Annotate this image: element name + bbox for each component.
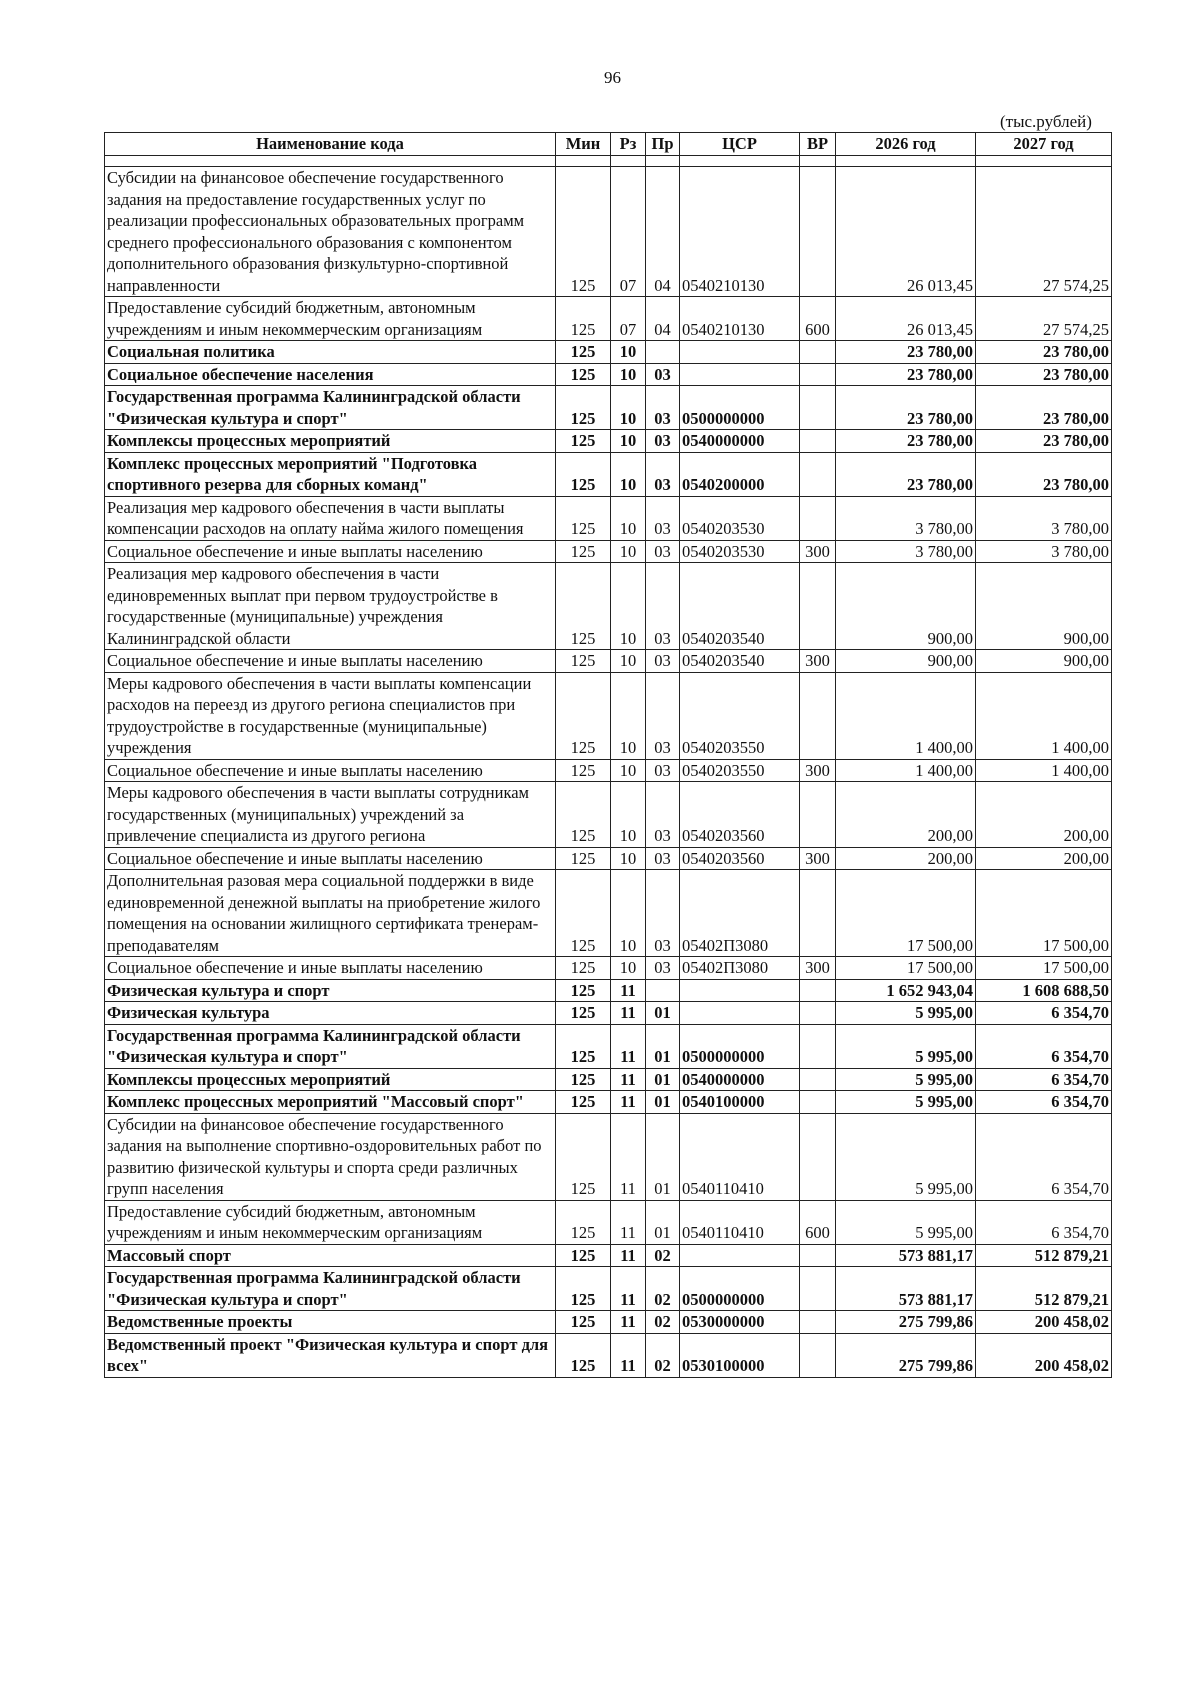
table-header-row — [105, 133, 1112, 156]
cell-y2026: 23 780,00 — [836, 386, 976, 430]
cell-y2027: 900,00 — [976, 563, 1112, 650]
cell-y2026: 3 780,00 — [836, 540, 976, 563]
cell-name: Социальное обеспечение населения — [105, 363, 556, 386]
cell-csr: 0540203560 — [680, 847, 800, 870]
cell-y2026: 23 780,00 — [836, 341, 976, 364]
cell-csr — [680, 1244, 800, 1267]
cell-y2027: 6 354,70 — [976, 1113, 1112, 1200]
cell-rz: 11 — [611, 1068, 646, 1091]
cell-csr — [680, 363, 800, 386]
cell-y2026: 26 013,45 — [836, 167, 976, 297]
cell-y2027: 27 574,25 — [976, 297, 1112, 341]
cell-min: 125 — [556, 452, 611, 496]
cell-min: 125 — [556, 363, 611, 386]
table-row — [105, 297, 1112, 341]
cell-csr: 05402П3080 — [680, 870, 800, 957]
header-min: Мин — [556, 133, 611, 156]
cell-min: 125 — [556, 540, 611, 563]
cell-vr — [800, 1267, 836, 1311]
cell-y2026: 1 400,00 — [836, 672, 976, 759]
cell-y2026: 275 799,86 — [836, 1311, 976, 1334]
cell-csr: 0530000000 — [680, 1311, 800, 1334]
cell-y2027: 200,00 — [976, 847, 1112, 870]
cell-min: 125 — [556, 1091, 611, 1114]
cell-rz: 10 — [611, 563, 646, 650]
cell-y2026: 1 652 943,04 — [836, 979, 976, 1002]
cell-name: Физическая культура — [105, 1002, 556, 1025]
cell-pr: 02 — [646, 1333, 680, 1377]
cell-y2027: 17 500,00 — [976, 957, 1112, 980]
cell-vr — [800, 782, 836, 848]
cell-y2027: 1 400,00 — [976, 672, 1112, 759]
cell-y2027: 6 354,70 — [976, 1091, 1112, 1114]
cell-name: Меры кадрового обеспечения в части выплаты сотрудникам государственных (муниципальных) учреждений за привлечение специалиста из другого региона — [105, 782, 556, 848]
cell-name: Комплекс процессных мероприятий "Подготовка спортивного резерва для сборных команд" — [105, 452, 556, 496]
page-number: 96 — [604, 68, 621, 87]
cell-pr: 01 — [646, 1002, 680, 1025]
cell-pr: 01 — [646, 1200, 680, 1244]
cell-pr: 03 — [646, 957, 680, 980]
cell-pr: 02 — [646, 1244, 680, 1267]
cell-vr — [800, 1333, 836, 1377]
cell-pr: 01 — [646, 1113, 680, 1200]
table-row — [105, 759, 1112, 782]
table-row — [105, 1311, 1112, 1334]
cell-min: 125 — [556, 782, 611, 848]
cell-min: 125 — [556, 870, 611, 957]
cell-y2027: 27 574,25 — [976, 167, 1112, 297]
cell-vr — [800, 341, 836, 364]
cell-name: Реализация мер кадрового обеспечения в части выплаты компенсации расходов на оплату найма жилого помещения — [105, 496, 556, 540]
cell-name: Государственная программа Калининградской области "Физическая культура и спорт" — [105, 1024, 556, 1068]
cell-rz: 10 — [611, 496, 646, 540]
header-name: Наименование кода — [105, 133, 556, 156]
cell-csr — [680, 979, 800, 1002]
cell-csr — [680, 1002, 800, 1025]
table-row — [105, 847, 1112, 870]
cell-y2026: 5 995,00 — [836, 1091, 976, 1114]
cell-name: Государственная программа Калининградской области "Физическая культура и спорт" — [105, 386, 556, 430]
cell-rz: 10 — [611, 386, 646, 430]
cell-min: 125 — [556, 167, 611, 297]
table-row — [105, 1002, 1112, 1025]
cell-name: Субсидии на финансовое обеспечение государственного задания на предоставление государственных услуг по реализации профессиональных образовательных программ среднего профессионального образования с компонентом дополнительного образования физкультурно-спортивной направленности — [105, 167, 556, 297]
cell-y2026: 573 881,17 — [836, 1244, 976, 1267]
cell-rz: 10 — [611, 341, 646, 364]
cell-min: 125 — [556, 979, 611, 1002]
cell-min: 125 — [556, 496, 611, 540]
cell-name: Дополнительная разовая мера социальной поддержки в виде единовременной денежной выплаты на приобретение жилого помещения на основании жилищного сертификата тренерам-преподавателям — [105, 870, 556, 957]
cell-csr: 0540000000 — [680, 430, 800, 453]
cell-y2027: 512 879,21 — [976, 1244, 1112, 1267]
table-row — [105, 1200, 1112, 1244]
cell-name: Массовый спорт — [105, 1244, 556, 1267]
cell-y2027: 23 780,00 — [976, 452, 1112, 496]
cell-pr: 02 — [646, 1311, 680, 1334]
cell-csr: 0540203540 — [680, 563, 800, 650]
cell-rz: 10 — [611, 782, 646, 848]
cell-rz: 10 — [611, 430, 646, 453]
cell-rz: 10 — [611, 957, 646, 980]
cell-y2027: 6 354,70 — [976, 1200, 1112, 1244]
cell-y2027: 6 354,70 — [976, 1024, 1112, 1068]
cell-name: Меры кадрового обеспечения в части выплаты компенсации расходов на переезд из другого региона специалистов при трудоустройстве в государственные (муниципальные) учреждения — [105, 672, 556, 759]
table-row — [105, 979, 1112, 1002]
cell-rz: 07 — [611, 167, 646, 297]
cell-vr — [800, 452, 836, 496]
cell-vr — [800, 1311, 836, 1334]
cell-min: 125 — [556, 1024, 611, 1068]
unit-note: (тыс.рублей) — [1000, 112, 1092, 131]
cell-min: 125 — [556, 957, 611, 980]
cell-y2027: 512 879,21 — [976, 1267, 1112, 1311]
cell-pr: 04 — [646, 167, 680, 297]
cell-y2027: 17 500,00 — [976, 870, 1112, 957]
cell-pr: 03 — [646, 672, 680, 759]
cell-y2026: 900,00 — [836, 563, 976, 650]
cell-rz: 11 — [611, 1002, 646, 1025]
cell-y2027: 3 780,00 — [976, 540, 1112, 563]
cell-y2026: 5 995,00 — [836, 1113, 976, 1200]
cell-min: 125 — [556, 1311, 611, 1334]
cell-rz: 11 — [611, 1267, 646, 1311]
cell-y2027: 23 780,00 — [976, 430, 1112, 453]
cell-min: 125 — [556, 1267, 611, 1311]
cell-rz: 10 — [611, 650, 646, 673]
table-body — [105, 156, 1112, 1378]
cell-min: 125 — [556, 1002, 611, 1025]
cell-y2026: 5 995,00 — [836, 1200, 976, 1244]
cell-vr: 300 — [800, 540, 836, 563]
cell-vr — [800, 672, 836, 759]
cell-vr — [800, 386, 836, 430]
cell-rz: 11 — [611, 1200, 646, 1244]
cell-pr: 03 — [646, 870, 680, 957]
header-2027: 2027 год — [976, 133, 1112, 156]
table-row — [105, 386, 1112, 430]
cell-name: Физическая культура и спорт — [105, 979, 556, 1002]
cell-csr: 05402П3080 — [680, 957, 800, 980]
cell-vr — [800, 1024, 836, 1068]
cell-csr: 0540000000 — [680, 1068, 800, 1091]
table-row — [105, 452, 1112, 496]
table-row — [105, 1091, 1112, 1114]
cell-pr: 03 — [646, 452, 680, 496]
cell-y2027: 200 458,02 — [976, 1333, 1112, 1377]
cell-y2027: 1 400,00 — [976, 759, 1112, 782]
cell-pr: 03 — [646, 363, 680, 386]
cell-name: Социальное обеспечение и иные выплаты населению — [105, 650, 556, 673]
cell-vr — [800, 1244, 836, 1267]
cell-min: 125 — [556, 1244, 611, 1267]
cell-min: 125 — [556, 847, 611, 870]
cell-rz: 11 — [611, 1091, 646, 1114]
cell-min: 125 — [556, 1333, 611, 1377]
cell-name: Ведомственный проект "Физическая культура и спорт для всех" — [105, 1333, 556, 1377]
cell-y2027: 900,00 — [976, 650, 1112, 673]
cell-min: 125 — [556, 430, 611, 453]
header-pr: Пр — [646, 133, 680, 156]
cell-name: Комплексы процессных мероприятий — [105, 430, 556, 453]
cell-rz: 11 — [611, 1333, 646, 1377]
cell-vr: 300 — [800, 650, 836, 673]
cell-y2026: 1 400,00 — [836, 759, 976, 782]
cell-vr — [800, 363, 836, 386]
table-row — [105, 672, 1112, 759]
budget-table — [104, 132, 1112, 1378]
cell-min: 125 — [556, 1068, 611, 1091]
cell-vr — [800, 1002, 836, 1025]
cell-csr: 0540203530 — [680, 540, 800, 563]
cell-y2027: 23 780,00 — [976, 363, 1112, 386]
cell-rz: 11 — [611, 1024, 646, 1068]
cell-min: 125 — [556, 672, 611, 759]
cell-pr: 03 — [646, 782, 680, 848]
cell-pr: 04 — [646, 297, 680, 341]
table-row — [105, 341, 1112, 364]
cell-y2027: 200 458,02 — [976, 1311, 1112, 1334]
cell-y2026: 200,00 — [836, 847, 976, 870]
cell-vr — [800, 496, 836, 540]
cell-min: 125 — [556, 1113, 611, 1200]
cell-csr: 0540203530 — [680, 496, 800, 540]
cell-csr: 0540100000 — [680, 1091, 800, 1114]
cell-vr — [800, 1091, 836, 1114]
cell-pr: 03 — [646, 540, 680, 563]
table-row — [105, 563, 1112, 650]
cell-y2026: 200,00 — [836, 782, 976, 848]
cell-rz: 10 — [611, 847, 646, 870]
cell-min: 125 — [556, 386, 611, 430]
cell-csr: 0540203550 — [680, 759, 800, 782]
cell-vr: 300 — [800, 957, 836, 980]
cell-vr — [800, 870, 836, 957]
cell-rz: 10 — [611, 540, 646, 563]
cell-pr: 03 — [646, 386, 680, 430]
cell-y2026: 23 780,00 — [836, 363, 976, 386]
cell-name: Комплекс процессных мероприятий "Массовый спорт" — [105, 1091, 556, 1114]
cell-y2026: 5 995,00 — [836, 1024, 976, 1068]
table-row — [105, 167, 1112, 297]
cell-rz: 10 — [611, 452, 646, 496]
cell-csr: 0500000000 — [680, 1267, 800, 1311]
cell-vr: 600 — [800, 1200, 836, 1244]
cell-pr: 03 — [646, 430, 680, 453]
cell-y2026: 17 500,00 — [836, 957, 976, 980]
cell-name: Субсидии на финансовое обеспечение государственного задания на выполнение спортивно-оздоровительных работ по развитию физической культуры и спорта среди различных групп населения — [105, 1113, 556, 1200]
cell-pr — [646, 341, 680, 364]
cell-name: Социальное обеспечение и иные выплаты населению — [105, 847, 556, 870]
cell-name: Ведомственные проекты — [105, 1311, 556, 1334]
cell-y2026: 17 500,00 — [836, 870, 976, 957]
cell-min: 125 — [556, 563, 611, 650]
cell-y2026: 26 013,45 — [836, 297, 976, 341]
cell-y2026: 900,00 — [836, 650, 976, 673]
table-row — [105, 870, 1112, 957]
cell-min: 125 — [556, 650, 611, 673]
cell-name: Комплексы процессных мероприятий — [105, 1068, 556, 1091]
cell-y2026: 275 799,86 — [836, 1333, 976, 1377]
cell-y2027: 6 354,70 — [976, 1068, 1112, 1091]
cell-y2027: 200,00 — [976, 782, 1112, 848]
cell-y2027: 23 780,00 — [976, 386, 1112, 430]
table-row — [105, 430, 1112, 453]
cell-y2026: 5 995,00 — [836, 1002, 976, 1025]
cell-pr: 01 — [646, 1068, 680, 1091]
cell-vr: 600 — [800, 297, 836, 341]
cell-name: Социальная политика — [105, 341, 556, 364]
table-row — [105, 1333, 1112, 1377]
cell-rz: 07 — [611, 297, 646, 341]
cell-rz: 11 — [611, 979, 646, 1002]
cell-vr — [800, 167, 836, 297]
cell-vr: 300 — [800, 847, 836, 870]
cell-csr — [680, 341, 800, 364]
cell-y2026: 5 995,00 — [836, 1068, 976, 1091]
cell-csr: 0540203550 — [680, 672, 800, 759]
table-row — [105, 363, 1112, 386]
table-row — [105, 1068, 1112, 1091]
cell-rz: 10 — [611, 870, 646, 957]
cell-vr — [800, 1113, 836, 1200]
cell-y2026: 573 881,17 — [836, 1267, 976, 1311]
cell-csr: 0540210130 — [680, 297, 800, 341]
header-vr: ВР — [800, 133, 836, 156]
cell-name: Социальное обеспечение и иные выплаты населению — [105, 759, 556, 782]
cell-y2026: 23 780,00 — [836, 452, 976, 496]
cell-name: Социальное обеспечение и иные выплаты населению — [105, 540, 556, 563]
table-row — [105, 496, 1112, 540]
cell-rz: 11 — [611, 1244, 646, 1267]
cell-rz: 10 — [611, 363, 646, 386]
cell-name: Государственная программа Калининградской области "Физическая культура и спорт" — [105, 1267, 556, 1311]
cell-y2027: 6 354,70 — [976, 1002, 1112, 1025]
cell-pr — [646, 979, 680, 1002]
cell-name: Социальное обеспечение и иные выплаты населению — [105, 957, 556, 980]
header-2026: 2026 год — [836, 133, 976, 156]
cell-min: 125 — [556, 1200, 611, 1244]
table-row — [105, 957, 1112, 980]
cell-pr: 01 — [646, 1091, 680, 1114]
cell-csr: 0530100000 — [680, 1333, 800, 1377]
table-row — [105, 650, 1112, 673]
cell-min: 125 — [556, 341, 611, 364]
cell-csr: 0540203540 — [680, 650, 800, 673]
cell-csr: 0540200000 — [680, 452, 800, 496]
cell-min: 125 — [556, 759, 611, 782]
table-row — [105, 1024, 1112, 1068]
cell-pr: 02 — [646, 1267, 680, 1311]
cell-csr: 0540110410 — [680, 1113, 800, 1200]
cell-vr — [800, 430, 836, 453]
cell-csr: 0540110410 — [680, 1200, 800, 1244]
table-row — [105, 1113, 1112, 1200]
cell-vr: 300 — [800, 759, 836, 782]
table-row — [105, 1244, 1112, 1267]
cell-pr: 03 — [646, 759, 680, 782]
cell-vr — [800, 979, 836, 1002]
cell-y2026: 3 780,00 — [836, 496, 976, 540]
cell-name: Предоставление субсидий бюджетным, автономным учреждениям и иным некоммерческим организациям — [105, 1200, 556, 1244]
cell-vr — [800, 563, 836, 650]
cell-pr: 03 — [646, 496, 680, 540]
spacer-row — [105, 156, 1112, 167]
cell-rz: 10 — [611, 672, 646, 759]
table-row — [105, 782, 1112, 848]
cell-y2027: 23 780,00 — [976, 341, 1112, 364]
cell-pr: 03 — [646, 563, 680, 650]
cell-y2027: 3 780,00 — [976, 496, 1112, 540]
cell-name: Реализация мер кадрового обеспечения в части единовременных выплат при первом трудоустройстве в государственные (муниципальные) учреждения Калининградской области — [105, 563, 556, 650]
cell-rz: 11 — [611, 1113, 646, 1200]
cell-pr: 03 — [646, 650, 680, 673]
cell-y2026: 23 780,00 — [836, 430, 976, 453]
cell-csr: 0540210130 — [680, 167, 800, 297]
cell-pr: 01 — [646, 1024, 680, 1068]
table-row — [105, 540, 1112, 563]
cell-vr — [800, 1068, 836, 1091]
header-rz: Рз — [611, 133, 646, 156]
cell-csr: 0500000000 — [680, 386, 800, 430]
header-csr: ЦСР — [680, 133, 800, 156]
cell-name: Предоставление субсидий бюджетным, автономным учреждениям и иным некоммерческим организациям — [105, 297, 556, 341]
cell-csr: 0540203560 — [680, 782, 800, 848]
cell-rz: 11 — [611, 1311, 646, 1334]
cell-csr: 0500000000 — [680, 1024, 800, 1068]
cell-min: 125 — [556, 297, 611, 341]
cell-pr: 03 — [646, 847, 680, 870]
cell-rz: 10 — [611, 759, 646, 782]
table-row — [105, 1267, 1112, 1311]
cell-y2027: 1 608 688,50 — [976, 979, 1112, 1002]
